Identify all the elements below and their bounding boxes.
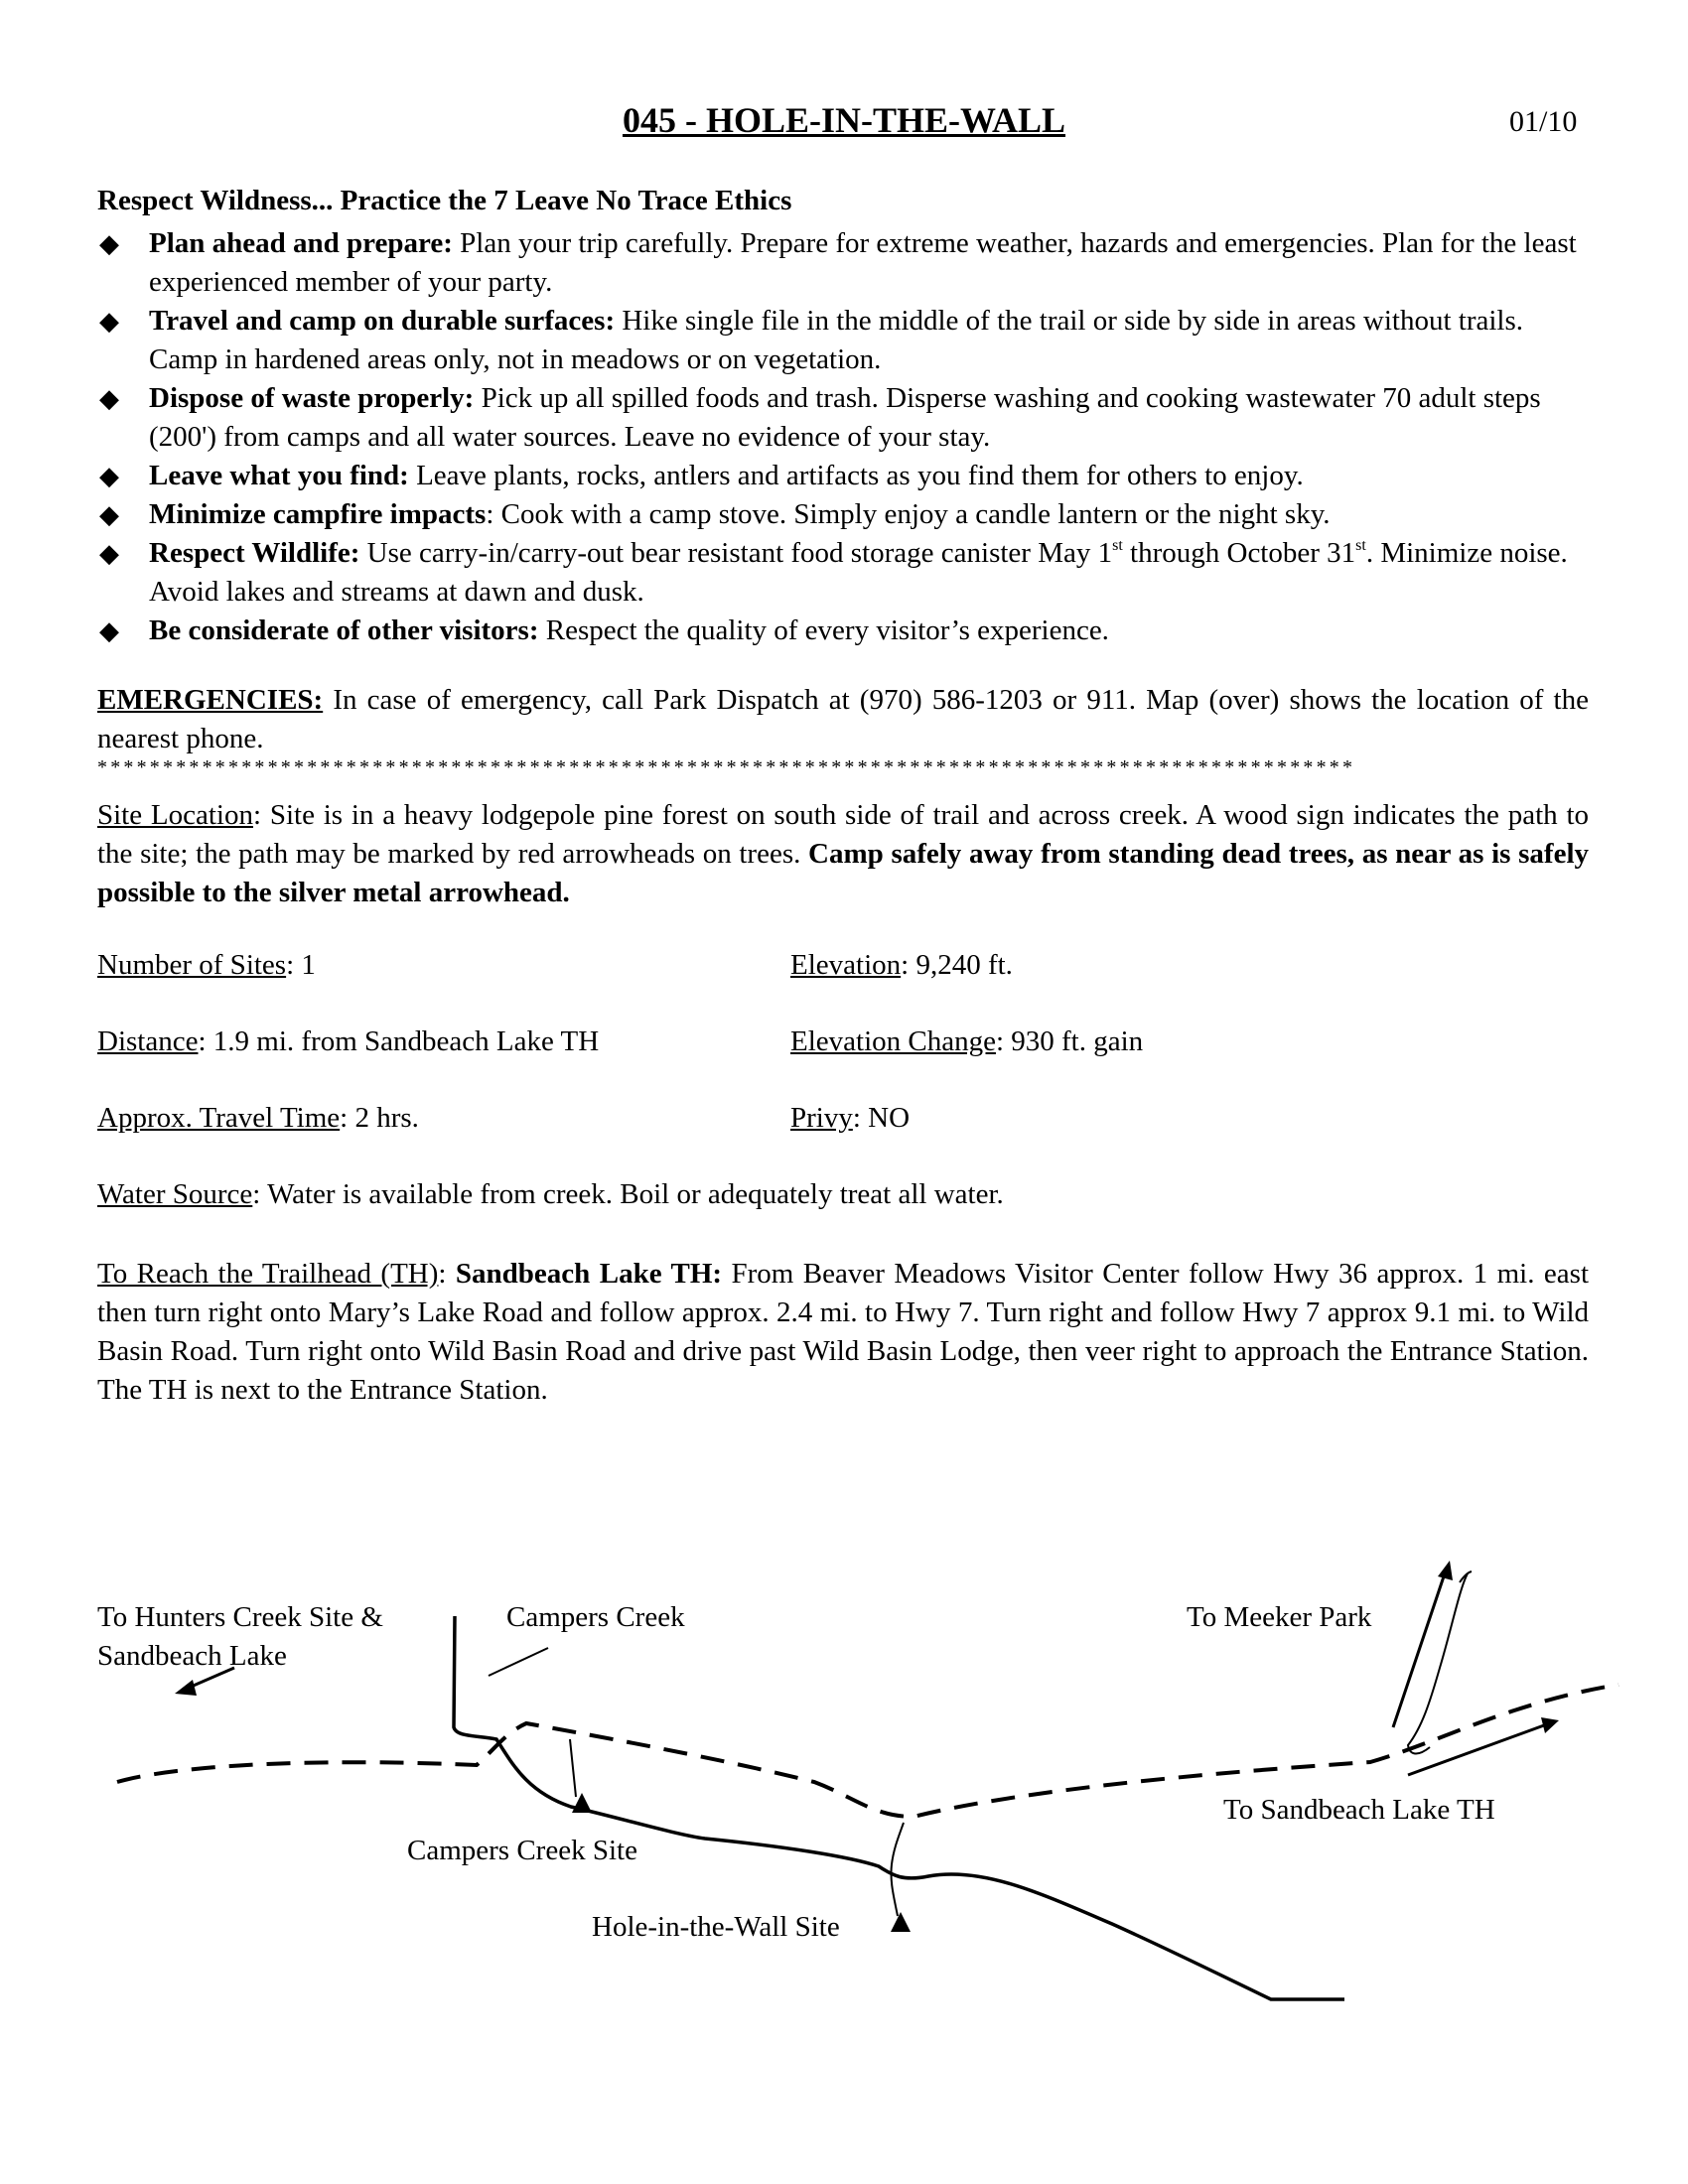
ethics-heading: Respect Wildness... Practice the 7 Leave No Trace Ethics — [97, 185, 792, 216]
ethic-title: Plan ahead and prepare: — [149, 227, 453, 259]
revision-date: 01/10 — [1509, 105, 1578, 138]
diamond-bullet-icon: ◆ — [99, 462, 119, 490]
ethic-text: Respect the quality of every visitor’s experience. — [538, 614, 1109, 646]
field-label: Distance — [97, 1025, 199, 1057]
ethic-text: Hike single file in the middle of the trail or side by side in areas without trails. Camp in hardened areas only, not in meadows or on vegetation. — [149, 305, 1524, 375]
field-value: : 2 hrs. — [340, 1102, 419, 1134]
diamond-bullet-icon: ◆ — [99, 307, 119, 336]
divider: ************************************************************************************************ — [97, 756, 1356, 778]
ethic-title: Respect Wildlife: — [149, 537, 360, 569]
field-label: Number of Sites — [97, 949, 287, 981]
trailhead-directions: From Beaver Meadows Visitor Center follow Hwy 36 approx. 1 mi. east then turn right onto Mary’s Lake Road and follow approx. 2.4 mi. to Hwy 7. Turn right and follow Hwy 7 approx 9.1 mi. to Wild Basin Road. Turn right onto Wild Basin Road and drive past Wild Basin Lodge, then veer right to approach the Entrance Station. The TH is next to the Entrance Station. — [97, 1258, 1590, 1406]
field-value: : 1 — [286, 949, 316, 981]
diamond-bullet-icon: ◆ — [99, 616, 119, 645]
ordinal-suffix: st — [1112, 537, 1123, 554]
diamond-bullet-icon: ◆ — [99, 384, 119, 413]
site-location-label: Site Location — [97, 799, 253, 831]
campers-site-spur — [570, 1739, 576, 1797]
page-title: 045 - HOLE-IN-THE-WALL — [622, 100, 1066, 140]
map-label-campers-creek-site: Campers Creek Site — [407, 1835, 637, 1866]
site-location-text: : Site is in a heavy lodgepole pine forest on south side of trail and across creek. A wood sign indicates the path to the site; the path may be marked by red arrowheads on trees. — [97, 799, 1590, 870]
diamond-bullet-icon: ◆ — [99, 229, 119, 258]
main-trail — [117, 1685, 1618, 1817]
ethics-list — [97, 224, 1587, 650]
field-label: Privy — [790, 1102, 853, 1134]
sandbeach-th-arrow — [1408, 1725, 1544, 1775]
ethic-text: . Minimize noise. Avoid lakes and streams at dawn and dusk. — [149, 537, 1568, 608]
list-item — [97, 457, 1587, 495]
elevation-change — [790, 1025, 1143, 1058]
map-label-line: Sandbeach Lake — [97, 1640, 287, 1672]
emergencies-label: EMERGENCIES: — [97, 684, 324, 716]
meeker-park-arrow — [1393, 1573, 1445, 1727]
field-label: Approx. Travel Time — [97, 1102, 341, 1134]
trailhead-colon: : — [438, 1258, 456, 1290]
ethic-text: Leave plants, rocks, antlers and artifacts as you find them for others to enjoy. — [408, 460, 1304, 491]
map-label-hole-in-the-wall-site: Hole-in-the-Wall Site — [592, 1911, 840, 1943]
number-of-sites — [97, 949, 316, 982]
meeker-park-arrowhead — [1438, 1561, 1453, 1580]
ethic-text: Pick up all spilled foods and trash. Disperse washing and cooking wastewater 70 adult steps (200') from camps and all water sources. Leave no evidence of your stay. — [149, 382, 1541, 453]
trail-map — [0, 1489, 1688, 2045]
field-value: : 1.9 mi. from Sandbeach Lake TH — [198, 1025, 600, 1057]
trailhead-label: To Reach the Trailhead (TH) — [97, 1258, 439, 1290]
site-location-section — [97, 796, 1589, 912]
diamond-bullet-icon: ◆ — [99, 500, 119, 529]
hole-in-the-wall-site-marker — [891, 1912, 911, 1932]
field-value: : 930 ft. gain — [995, 1025, 1144, 1057]
ethic-title: Minimize campfire impacts — [149, 498, 487, 530]
ethic-title: Be considerate of other visitors: — [149, 614, 539, 646]
list-item — [97, 612, 1587, 650]
ethic-title: Leave what you find: — [149, 460, 409, 491]
ethic-text: through October 31 — [1122, 537, 1356, 569]
map-label-sandbeach-th: To Sandbeach Lake TH — [1223, 1794, 1495, 1826]
water-source — [97, 1178, 1004, 1211]
list-item — [97, 224, 1587, 302]
map-label-line: To Hunters Creek Site & — [97, 1601, 383, 1633]
travel-time — [97, 1102, 419, 1135]
hunters-creek-arrow — [189, 1668, 234, 1688]
list-item — [97, 534, 1587, 612]
meeker-road — [1408, 1573, 1468, 1754]
ordinal-suffix: st — [1355, 537, 1366, 554]
map-label-campers-creek: Campers Creek — [506, 1601, 685, 1633]
list-item — [97, 495, 1587, 534]
hole-site-spur — [891, 1823, 904, 1916]
elevation — [790, 949, 1013, 982]
field-label: Water Source — [97, 1178, 253, 1210]
sandbeach-th-arrowhead — [1541, 1717, 1559, 1733]
site-location-warning: Camp safely away from standing dead trees, as near as is safely possible to the silver metal arrowhead. — [97, 838, 1589, 908]
ethic-text: : Cook with a camp stove. Simply enjoy a candle lantern or the night sky. — [486, 498, 1331, 530]
trailhead-name: Sandbeach Lake TH: — [455, 1258, 723, 1290]
privy — [790, 1102, 910, 1135]
hunters-creek-arrowhead — [175, 1680, 197, 1696]
list-item — [97, 379, 1587, 457]
field-value: : 9,240 ft. — [901, 949, 1013, 981]
distance — [97, 1025, 599, 1058]
diamond-bullet-icon: ◆ — [99, 539, 119, 568]
ethic-text: Use carry-in/carry-out bear resistant food storage canister May 1 — [359, 537, 1113, 569]
emergencies-section — [97, 681, 1589, 758]
field-value: : NO — [852, 1102, 911, 1134]
ethic-title: Dispose of waste properly: — [149, 382, 475, 414]
map-label-meeker-park: To Meeker Park — [1187, 1601, 1372, 1633]
field-label: Elevation Change — [790, 1025, 996, 1057]
field-label: Elevation — [790, 949, 902, 981]
ethic-title: Travel and camp on durable surfaces: — [149, 305, 616, 337]
campers-creek-pointer — [489, 1648, 548, 1676]
field-value: : Water is available from creek. Boil or adequately treat all water. — [252, 1178, 1004, 1210]
trailhead-section — [97, 1255, 1589, 1410]
ethic-text: Plan your trip carefully. Prepare for extreme weather, hazards and emergencies. Plan for the least experienced member of your party. — [149, 227, 1577, 298]
emergencies-text: In case of emergency, call Park Dispatch at (970) 586-1203 or 911. Map (over) shows the location of the nearest phone. — [97, 684, 1589, 754]
list-item — [97, 302, 1587, 379]
